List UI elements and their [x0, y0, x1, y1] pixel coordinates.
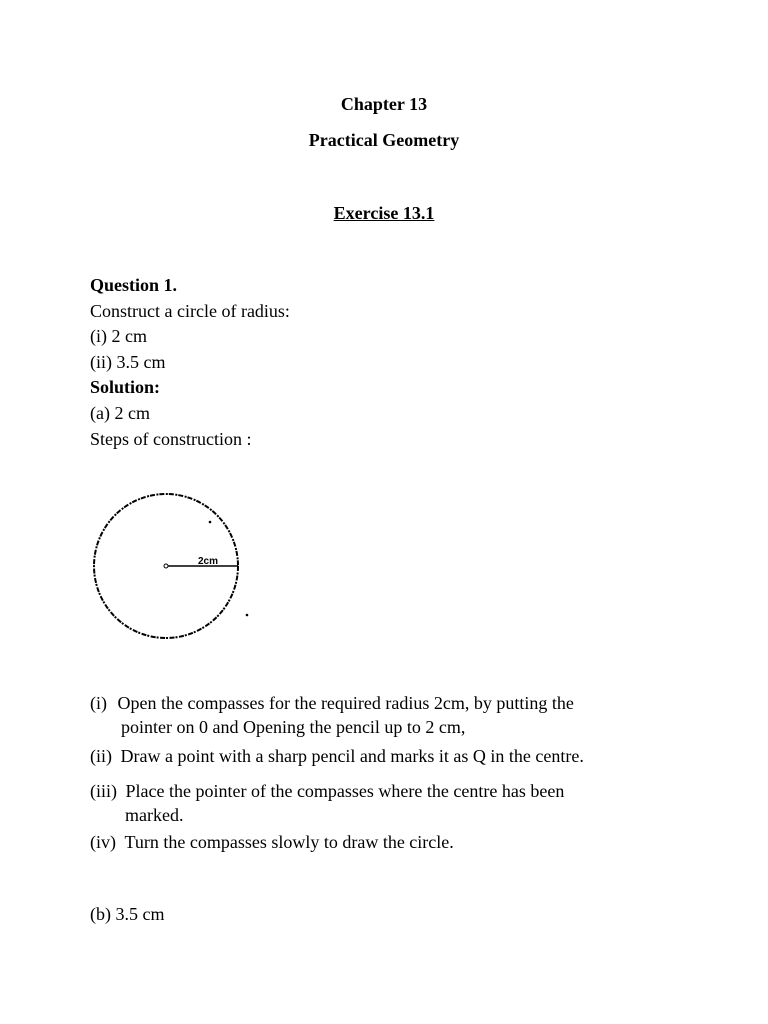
- step-text: Open the compasses for the required radius 2cm, by putting the: [117, 693, 574, 713]
- step-text: Place the pointer of the compasses where the centre has been: [125, 781, 565, 801]
- step-number: (ii): [90, 746, 112, 766]
- step-number: (iii): [90, 781, 117, 801]
- exercise-heading: Exercise 13.1: [333, 203, 435, 223]
- step-4: [90, 830, 454, 854]
- solution-part-b: (b) 3.5 cm: [90, 904, 165, 924]
- step-text-continued: marked.: [125, 805, 184, 825]
- stray-dot: [246, 614, 249, 617]
- question-prompt: Construct a circle of radius:: [90, 301, 290, 321]
- centre-point: [164, 564, 168, 568]
- question-part-ii: (ii) 3.5 cm: [90, 352, 166, 372]
- step-text: Draw a point with a sharp pencil and marks it as Q in the centre.: [120, 746, 584, 766]
- step-1: [90, 691, 574, 739]
- stray-dot: [209, 521, 212, 524]
- steps-heading: Steps of construction :: [90, 429, 252, 449]
- solution-label: Solution:: [90, 377, 161, 397]
- step-text-continued: pointer on 0 and Opening the pencil up to 2 cm,: [121, 717, 466, 737]
- solution-part-a: (a) 2 cm: [90, 403, 150, 423]
- step-text: Turn the compasses slowly to draw the circle.: [124, 832, 454, 852]
- circle-figure: [86, 484, 256, 654]
- question-label: Question 1.: [90, 275, 178, 295]
- step-number: (i): [90, 693, 107, 713]
- step-3: [90, 779, 564, 827]
- radius-label: 2cm: [198, 556, 219, 567]
- question-part-i: (i) 2 cm: [90, 326, 147, 346]
- chapter-title: Practical Geometry: [308, 130, 460, 150]
- step-number: (iv): [90, 832, 116, 852]
- step-2: [90, 744, 584, 768]
- chapter-heading: Chapter 13: [340, 94, 428, 114]
